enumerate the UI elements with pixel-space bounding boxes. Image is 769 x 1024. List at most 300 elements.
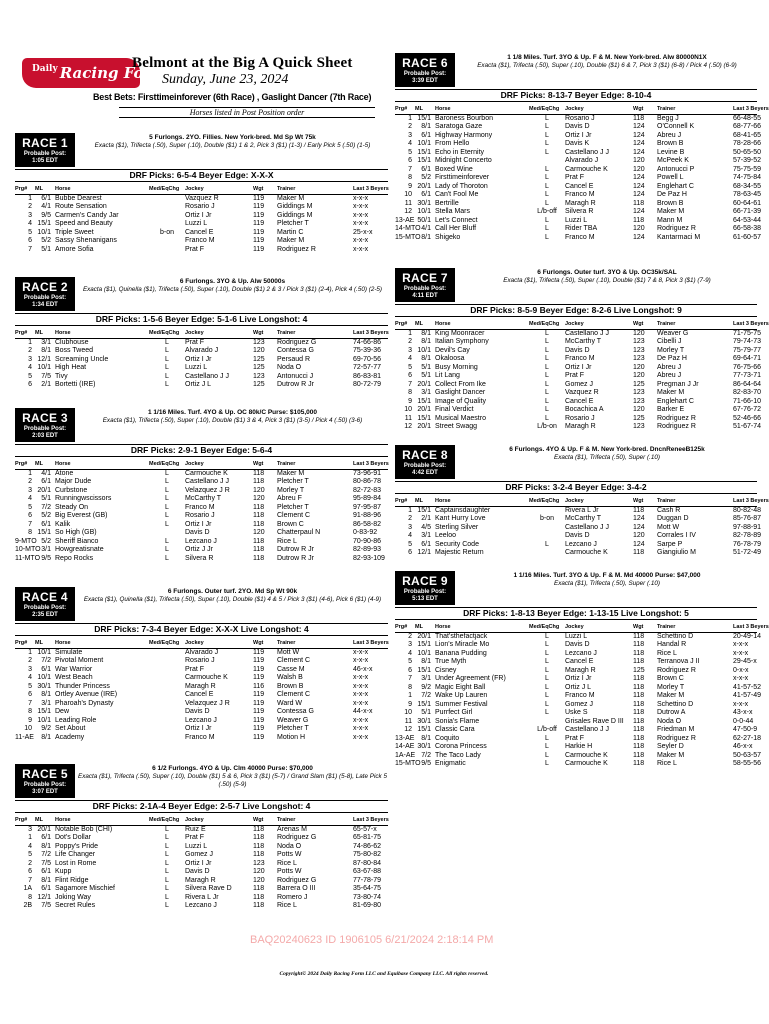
table-cell: Rosario J [185, 203, 215, 210]
table-cell: 118 [253, 825, 265, 833]
table-cell: Uske S [565, 709, 588, 716]
table-cell: 5 [408, 363, 412, 371]
table-cell: 75-80-82 [353, 851, 382, 858]
table-cell: 2 [408, 515, 412, 522]
table-cell: 15-MTO [395, 760, 421, 767]
table-cell: L [165, 851, 169, 858]
table-cell: 76-75-66 [733, 363, 762, 371]
table-cell: Maragh R [185, 682, 216, 690]
table-cell: 4/1 [41, 203, 51, 210]
table-cell: 4/5 [421, 523, 431, 531]
table-row [15, 469, 388, 478]
table-cell: Maragh R [185, 876, 216, 884]
table-row [15, 538, 388, 547]
table-row [15, 843, 388, 852]
table-cell: x-x-x [353, 699, 369, 707]
probable-post-label: Probable Post: [403, 71, 447, 77]
table-cell: 95-89-84 [353, 495, 382, 502]
table-cell: Ortley Avenue (IRE) [55, 691, 118, 698]
probable-post-label: Probable Post: [403, 463, 447, 469]
table-cell: 8/1 [421, 734, 431, 742]
table-cell: 51-72-49 [733, 549, 762, 556]
table-cell: 120 [253, 347, 265, 354]
race-header [395, 53, 757, 87]
column-header: Horse [55, 460, 149, 469]
table-cell: Carmen's Candy Jar [55, 211, 119, 219]
table-cell [149, 666, 185, 675]
column-header: Med/EqChg [529, 105, 565, 114]
table-cell: 6/1 [421, 131, 431, 139]
table-cell: 120 [253, 495, 265, 502]
table-cell: L [165, 355, 169, 363]
table-cell: 1 [408, 114, 412, 122]
table-cell: Contessa G [277, 708, 314, 715]
table-cell: 2 [408, 123, 412, 130]
table-cell: 118 [633, 549, 645, 556]
table-cell [149, 212, 185, 221]
table-row [15, 495, 388, 504]
table-row [395, 743, 757, 752]
table-cell: Firsttimeinforever [435, 174, 490, 181]
table-cell: L [165, 495, 169, 502]
table-cell: Walsh B [277, 674, 303, 681]
table-cell: L [545, 406, 549, 413]
table-cell: 2/1 [41, 381, 51, 388]
race-header [15, 587, 388, 621]
table-cell: 91-88-96 [353, 512, 382, 519]
table-cell: 78-28-66 [733, 140, 762, 147]
table-cell: So High (GB) [55, 529, 97, 536]
table-cell: 124 [633, 523, 645, 531]
table-cell: 8 [408, 389, 412, 396]
table-cell: L [165, 503, 169, 511]
table-cell: L/b-on [537, 423, 557, 430]
table-row [395, 389, 757, 398]
table-cell: Prat F [185, 245, 205, 253]
table-cell: Kant Hurry Love [435, 515, 486, 522]
table-cell: 10/1 [417, 140, 431, 147]
table-cell: 9/5 [421, 760, 431, 767]
table-cell: 8/1 [41, 733, 51, 741]
table-cell: Ortiz I Jr [185, 520, 212, 528]
race-block [395, 571, 769, 769]
table-cell: 15/1 [417, 114, 431, 122]
table-cell: 73-80-74 [353, 893, 382, 901]
table-cell: 3 [28, 486, 32, 494]
table-row [395, 667, 757, 676]
table-cell: 15/1 [417, 414, 431, 422]
table-cell: Ortiz I Jr [185, 859, 212, 867]
table-cell: 6 [408, 549, 412, 556]
table-cell: Life Changer [55, 851, 96, 858]
table-cell: 8/1 [421, 329, 431, 337]
table-cell: L [165, 372, 169, 380]
column-header: Med/EqChg [529, 497, 565, 506]
post-time: 1:34 EDT [32, 302, 58, 308]
table-row [15, 364, 388, 373]
table-cell: 82-89-93 [353, 546, 382, 553]
table-cell: L [165, 338, 169, 346]
table-cell: 5/1 [421, 372, 431, 379]
table-cell: 5/1 [41, 245, 51, 253]
table-cell: 119 [253, 674, 265, 681]
race-header [15, 408, 388, 442]
column-header: Trainer [657, 320, 733, 329]
table-cell: 1 [408, 506, 412, 514]
table-cell: 69-64-71 [733, 355, 762, 362]
table-cell: Rodriguez G [277, 876, 317, 884]
table-cell: 125 [633, 666, 645, 674]
column-header: Horse [435, 320, 529, 329]
column-header: Trainer [277, 816, 353, 825]
table-cell: 5 [28, 851, 32, 858]
table-cell: x-x-x [353, 733, 369, 741]
column-header: Jockey [565, 320, 633, 329]
race-badge [15, 764, 75, 798]
table-cell: 9/2 [421, 683, 431, 691]
table-cell: Bubbe Dearest [55, 194, 102, 202]
table-cell [149, 725, 185, 734]
table-cell: Rice L [277, 537, 297, 545]
table-cell: Ortiz J L [565, 683, 592, 691]
table-cell [149, 708, 185, 717]
table-cell: Seyler D [657, 743, 684, 750]
table-cell: 5 [408, 148, 412, 156]
table-cell: x-x-x [353, 648, 369, 656]
table-cell: 124 [633, 131, 645, 139]
table-cell: 118 [253, 842, 265, 850]
table-cell: 6 [28, 691, 32, 698]
table-cell: 68-77-66 [733, 123, 762, 130]
table-cell: 3 [408, 641, 412, 648]
drf-picks: DRF Picks: 8-5-9 Beyer Edge: 8-2-6 Live Longshot: 9 [395, 304, 757, 317]
table-cell: 57-39-52 [733, 157, 762, 164]
race-conditions: 6 1/2 Furlongs. 4YO & Up. Clm 40000 Purse: $70,000 [152, 765, 313, 772]
table-cell: 8/1 [41, 347, 51, 354]
table-cell: L [545, 148, 549, 156]
table-cell: 10/1 [37, 716, 51, 724]
table-cell: Majestic Return [435, 549, 484, 556]
table-cell: Englehart C [657, 397, 694, 405]
column-header: Wgt [633, 497, 657, 506]
table-cell: 1 [28, 194, 32, 202]
table-cell: Amore Sofia [55, 245, 94, 253]
race-number: RACE 2 [22, 280, 68, 294]
table-cell: Luzzi L [185, 220, 208, 227]
table-cell: 15/1 [417, 700, 431, 708]
table-cell: x-x-x [353, 194, 369, 202]
table-row [395, 684, 757, 693]
table-cell: L [545, 131, 549, 139]
table-cell: 8/1 [421, 123, 431, 130]
table-cell: O'Connell K [657, 123, 695, 130]
column-header: Last 3 Beyers [353, 329, 388, 338]
table-cell: 75-75-59 [733, 165, 762, 173]
entries-table [15, 816, 388, 911]
table-cell: 64-53-44 [733, 216, 762, 224]
table-cell: 20/1 [417, 182, 431, 190]
table-cell: 81-69-80 [353, 902, 382, 909]
column-header: Wgt [253, 639, 277, 648]
table-cell: L [545, 649, 549, 657]
table-cell: 123 [633, 389, 645, 396]
table-cell: 44-x-x [353, 708, 373, 715]
table-cell: L/b-off [537, 726, 557, 733]
table-cell: Davis D [185, 708, 210, 715]
table-header [15, 185, 388, 194]
table-cell: Ortiz I Jr [185, 355, 212, 363]
column-header: Trainer [657, 497, 733, 506]
table-cell: L [165, 537, 169, 545]
table-row [15, 851, 388, 860]
table-cell: 30/1 [417, 717, 431, 725]
table-cell: 4 [408, 532, 412, 539]
race-conditions: 1 1/16 Miles. Turf. 3YO & Up. F & M. Md 40000 Purse: $47,000 [513, 572, 701, 579]
table-cell: Powell L [657, 174, 684, 181]
table-cell: L [545, 182, 549, 190]
table-cell: 9/5 [41, 211, 51, 219]
table-cell: 15/1 [37, 529, 51, 536]
table-cell: L [545, 540, 549, 548]
table-header [395, 497, 757, 506]
table-row [395, 415, 757, 424]
table-cell: 3 [408, 131, 412, 139]
entries-table [15, 185, 388, 254]
table-cell: 76-78-79 [733, 540, 762, 548]
table-cell: L [545, 338, 549, 345]
table-row [15, 546, 388, 555]
table-cell: Maker M [277, 469, 305, 477]
table-cell: 1 [28, 469, 32, 477]
table-cell: 118 [633, 760, 645, 767]
table-cell: L [545, 683, 549, 691]
table-cell: Luzzi L [565, 632, 588, 640]
table-cell: Musical Maestro [435, 414, 486, 422]
race-conditions: 5 Furlongs. 2YO. Fillies. New York-bred. Md Sp Wt 75k [149, 134, 316, 141]
table-cell: Cancel E [565, 397, 594, 405]
table-cell: Duggan D [657, 515, 689, 522]
table-cell: 120 [633, 363, 645, 371]
table-cell: Clement C [277, 657, 311, 664]
copyright: Copyright© 2024 Daily Racing Form LLC and Equibase Company LLC. All rights reserved. [279, 971, 489, 977]
table-cell: 12/1 [37, 355, 51, 363]
table-cell: 119 [253, 194, 265, 202]
table-cell: 120 [633, 532, 645, 539]
table-cell: 124 [633, 148, 645, 156]
table-row [15, 725, 388, 734]
table-cell: L [545, 216, 549, 224]
table-cell: L [165, 469, 169, 477]
table-cell: Franco M [565, 233, 595, 241]
table-cell: 72-57-77 [353, 364, 382, 371]
table-cell: 6 [28, 237, 32, 244]
table-cell: L [165, 876, 169, 884]
table-cell: 118 [633, 199, 645, 207]
table-cell: x-x-x [733, 649, 749, 657]
table-cell: L [545, 363, 549, 371]
table-cell: Gomez J [565, 380, 594, 388]
table-cell: 86-58-82 [353, 520, 382, 528]
table-cell: Ortiz I Jr [565, 363, 592, 371]
table-row [395, 726, 757, 735]
table-cell: 119 [253, 211, 265, 219]
table-cell: 5 [28, 682, 32, 690]
table-cell: Ortiz I Jr [185, 211, 212, 219]
table-cell: Prat F [565, 372, 585, 379]
table-cell: Prat F [565, 174, 585, 181]
table-cell: Okaloosa [435, 355, 465, 362]
table-row [395, 398, 757, 407]
table-cell: L [165, 842, 169, 850]
column-header: Jockey [185, 639, 253, 648]
table-cell: 8 [28, 893, 32, 901]
table-cell: Baroness Bourbon [435, 114, 493, 122]
table-cell: Maker M [657, 389, 685, 396]
table-cell: 65-57-x [353, 825, 377, 833]
table-cell: 9 [28, 716, 32, 724]
table-cell: Rodriguez R [277, 245, 316, 253]
table-cell: 15/1 [417, 666, 431, 674]
table-cell: 3/1 [421, 389, 431, 396]
table-cell: 120 [633, 372, 645, 379]
table-cell: Sassy Shenanigans [55, 237, 117, 244]
table-cell: 78-63-45 [733, 191, 762, 198]
table-cell: Corona Princess [435, 743, 487, 750]
table-cell: 4 [408, 649, 412, 657]
table-cell: 118 [253, 469, 265, 477]
table-cell: Noda O [277, 842, 302, 850]
table-cell: 41-57-49 [733, 692, 762, 699]
table-cell: 119 [253, 725, 265, 732]
table-cell: Vazquez R [185, 194, 219, 202]
table-cell: 63-67-88 [353, 868, 382, 875]
table-cell: 7/2 [41, 503, 51, 511]
table-cell: Clement C [277, 691, 311, 698]
table-cell: Street Swagg [435, 423, 478, 430]
column-header: Last 3 Beyers [353, 460, 388, 469]
table-cell: Silvera Rave D [185, 885, 232, 892]
column-header: Prg# [15, 185, 35, 194]
table-cell: Dutrow R Jr [277, 554, 314, 562]
table-row [15, 894, 388, 903]
race-conditions: 1 1/8 Miles. Turf. 3YO & Up. F & M. New York-bred. Alw 80000N1X [507, 54, 707, 61]
table-cell: 10 [404, 406, 412, 413]
table-cell: Cash R [657, 506, 681, 514]
table-cell: x-x-x [353, 682, 369, 690]
table-cell: 2B [23, 902, 32, 909]
table-cell: 118 [253, 512, 265, 519]
table-row [15, 237, 388, 246]
table-cell: 13-AE [395, 216, 415, 224]
table-row [15, 356, 388, 365]
table-cell: 120 [253, 529, 265, 536]
table-cell: Prat F [565, 734, 585, 742]
best-bets: Best Bets: Firsttimeinforever (6th Race) , Gaslight Dancer (7th Race) [93, 92, 372, 102]
column-header: Prg# [395, 623, 415, 632]
table-cell: Rice L [277, 859, 297, 867]
table-cell: Antonucci J [277, 372, 314, 380]
table-cell: Silvera R [565, 208, 594, 215]
table-cell: 118 [253, 851, 265, 858]
column-header: Prg# [395, 105, 415, 114]
table-row [395, 658, 757, 667]
table-cell: 120 [633, 406, 645, 413]
table-cell: 1 [408, 329, 412, 337]
table-cell: 2/1 [421, 515, 431, 522]
table-cell: 118 [633, 641, 645, 648]
race-wagers: Exacta ($1), Trifecta (.50), Super (.10), Double ($1) 7 & 8, Pick 3 ($1) (7-9) [503, 277, 711, 284]
table-row [395, 760, 757, 769]
column-header: Horse [55, 639, 149, 648]
table-cell: 118 [633, 692, 645, 699]
table-cell: 123 [633, 423, 645, 430]
table-cell: Davis K [565, 140, 590, 147]
table-cell: 6/1 [421, 191, 431, 198]
table-cell: 3 [28, 355, 32, 363]
table-cell: 74-66-86 [353, 338, 382, 346]
table-cell: Boss Tweed [55, 347, 94, 354]
table-cell: Wake Up Lauren [435, 692, 488, 699]
table-cell: 3/1 [421, 675, 431, 682]
column-header: Jockey [565, 497, 633, 506]
table-cell: x-x-x [353, 245, 369, 253]
table-cell: x-x-x [353, 211, 369, 219]
column-header: Prg# [395, 320, 415, 329]
table-cell: 6/1 [421, 165, 431, 173]
table-cell: L [545, 165, 549, 173]
table-cell: Rodriguez R [657, 734, 696, 742]
table-cell: Rodriguez R [657, 225, 696, 232]
table-cell: L [545, 174, 549, 181]
table-row [15, 555, 388, 564]
table-cell: 52-46-66 [733, 414, 762, 422]
race-conditions: 6 Furlongs. Outer turf. 2YO. Md Sp Wt 90k [167, 588, 298, 595]
table-cell: Lost in Rome [55, 859, 97, 867]
table-row [15, 504, 388, 513]
sheet-header [0, 48, 388, 120]
table-cell: Cibelli J [657, 338, 682, 345]
table-cell: 66-71-39 [733, 208, 762, 215]
table-cell [149, 529, 185, 538]
table-cell: Rodriguez G [277, 338, 317, 346]
table-cell: Bortetti (IRE) [55, 381, 96, 388]
table-cell: Cancel E [565, 182, 594, 190]
table-cell: Dew [55, 708, 70, 715]
table-cell: Morley T [277, 486, 305, 494]
table-cell: Mott W [277, 648, 300, 656]
column-header: Med/EqChg [149, 460, 185, 469]
table-cell: 2 [28, 347, 32, 354]
race-number: RACE 1 [22, 136, 68, 150]
table-cell: Persaud R [277, 355, 311, 363]
column-header: Wgt [633, 320, 657, 329]
table-row [15, 734, 388, 743]
table-cell: L [545, 372, 549, 379]
table-row [15, 860, 388, 869]
table-cell: x-x-x [353, 691, 369, 698]
table-row [395, 423, 757, 432]
table-cell: 10-MTO [15, 546, 41, 553]
table-cell: 15/1 [417, 157, 431, 164]
table-cell: x-x-x [353, 657, 369, 664]
table-cell: 11-AE [15, 733, 34, 741]
table-cell: Carmouche K [185, 674, 228, 681]
table-cell: Corrales I IV [657, 532, 696, 539]
table-cell: 125 [633, 414, 645, 422]
table-cell: 43-x-x [733, 709, 753, 716]
column-header: Jockey [185, 816, 253, 825]
table-cell: L [545, 632, 549, 640]
